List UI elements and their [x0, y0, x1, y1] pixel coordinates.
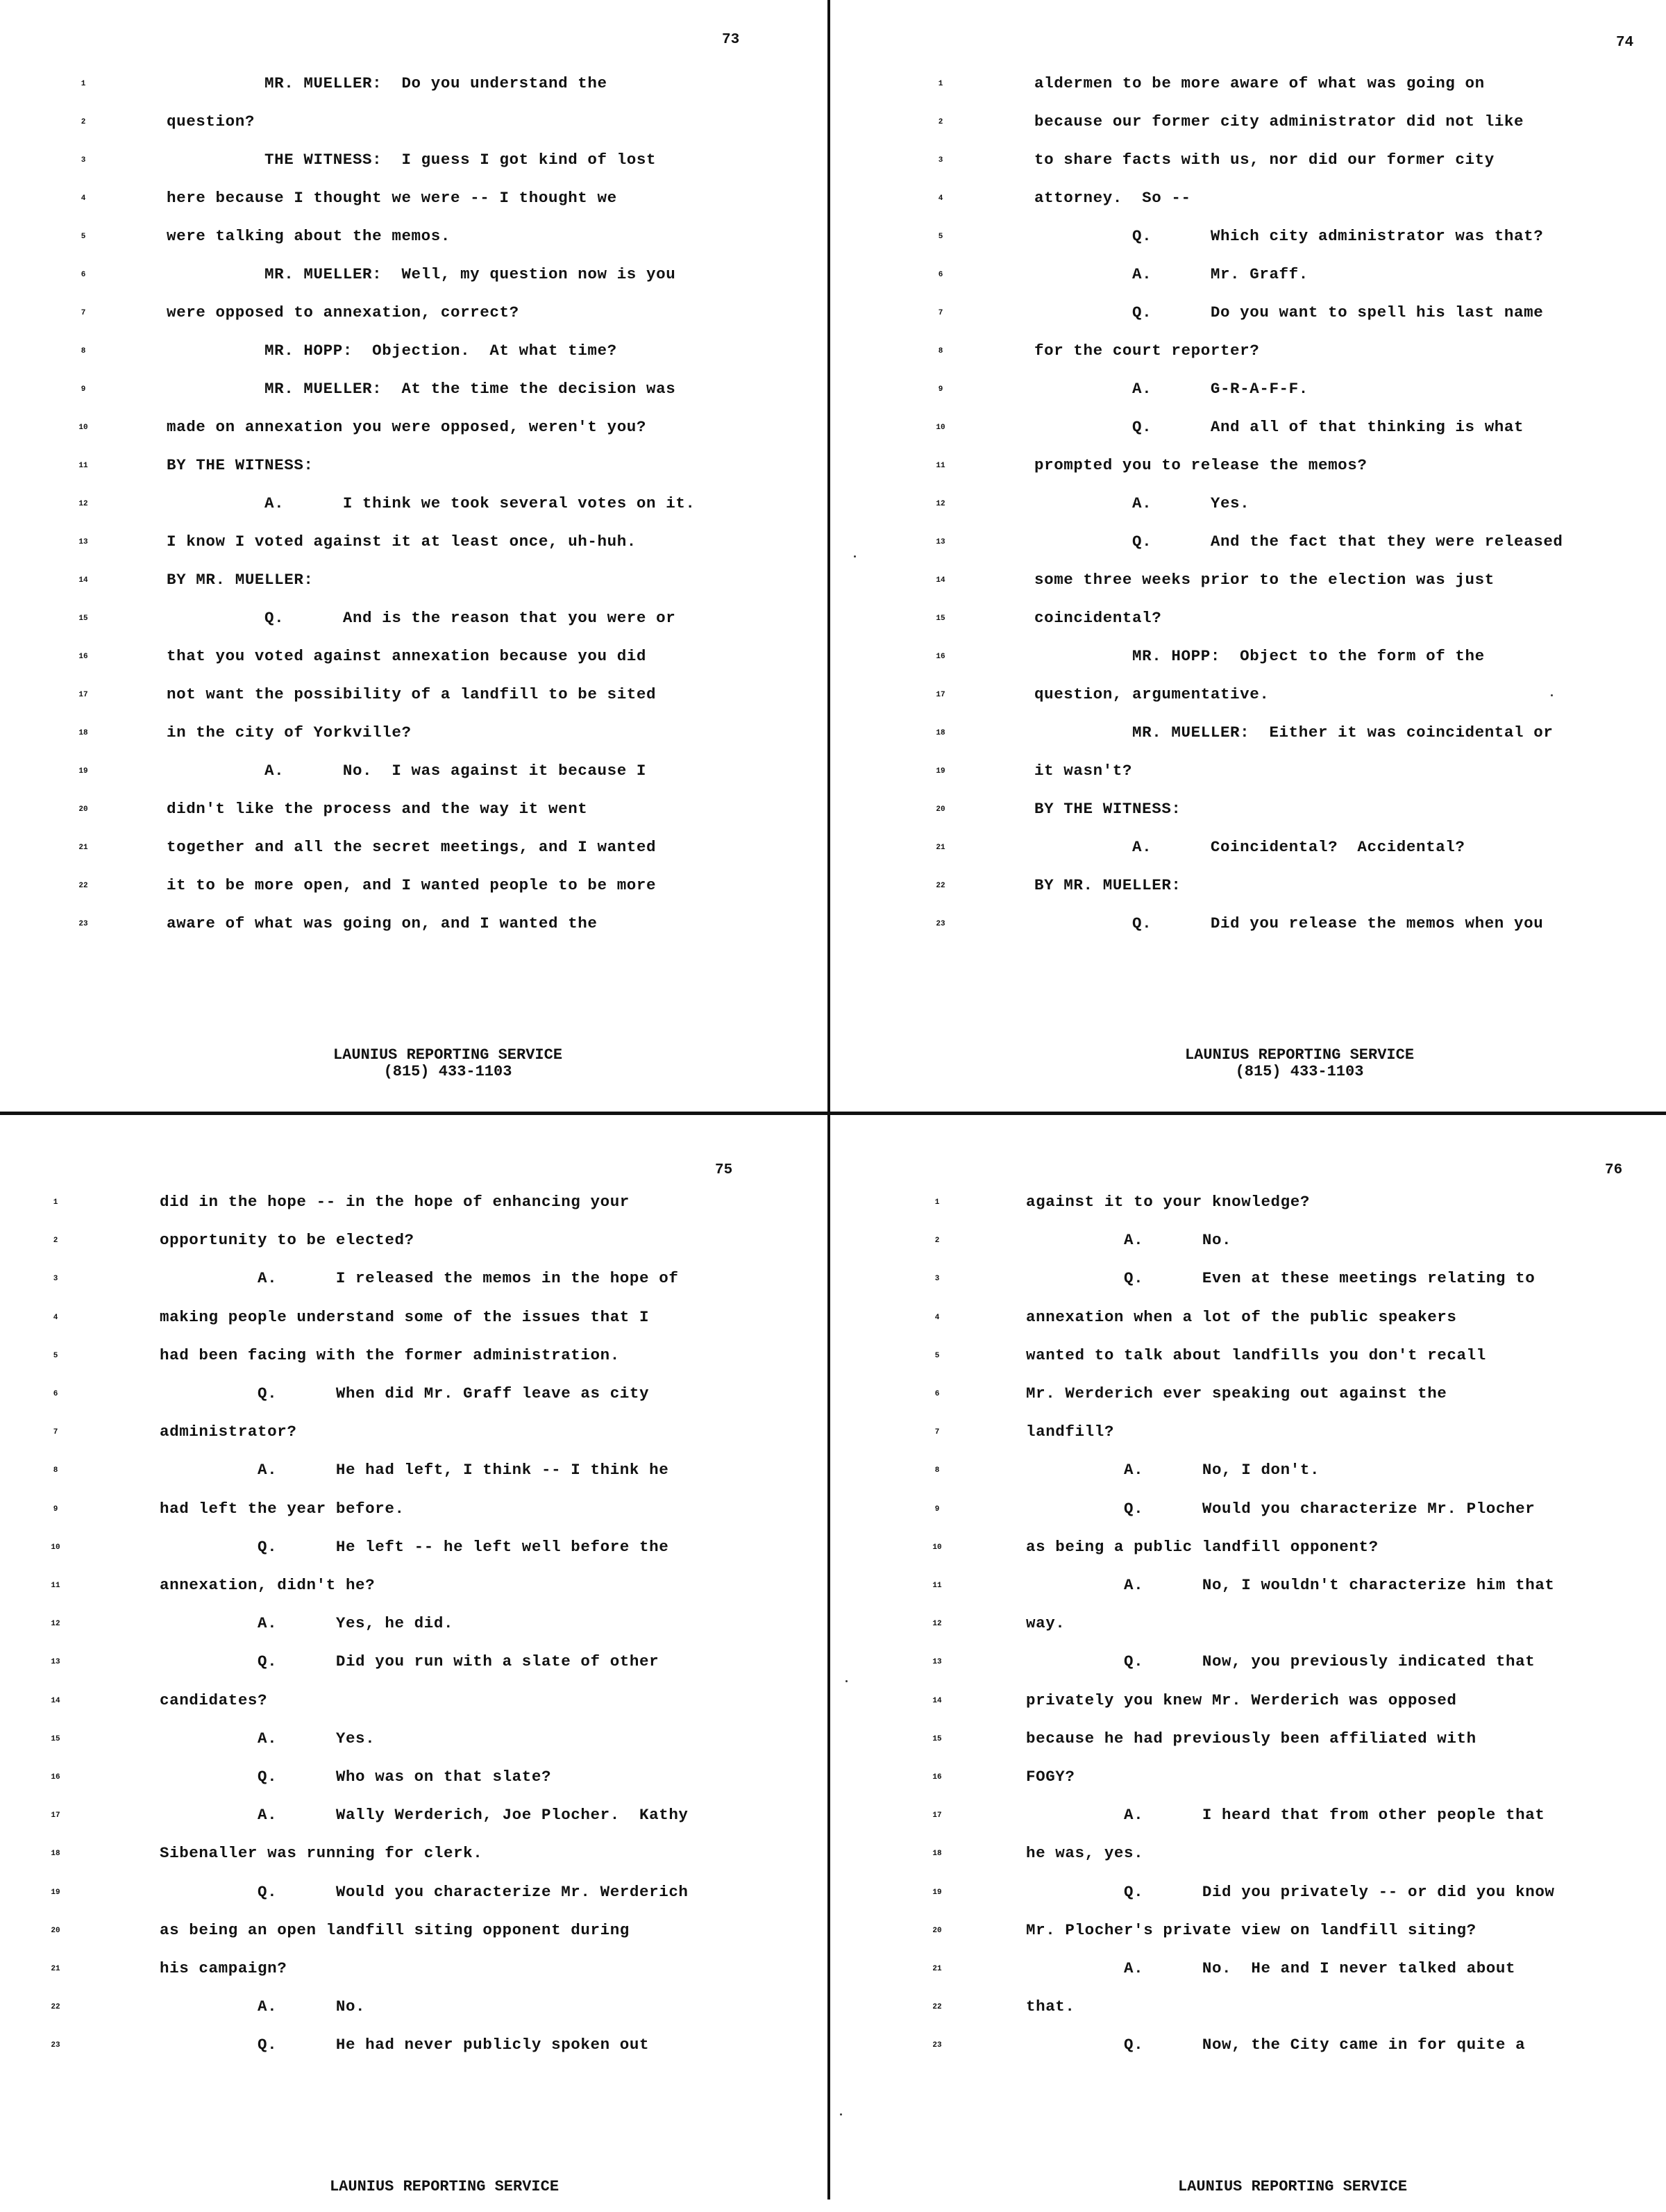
line-text: A. Yes.	[1034, 494, 1250, 512]
transcript-line	[0, 647, 826, 675]
line-number: 19	[78, 767, 88, 776]
line-text: were talking about the memos.	[167, 227, 451, 245]
line-number: 9	[938, 385, 943, 394]
transcript-line	[0, 1997, 826, 2025]
page-number: 74	[1616, 35, 1634, 51]
line-number: 6	[938, 271, 943, 279]
transcript-line	[0, 380, 826, 408]
line-number: 15	[51, 1734, 60, 1743]
line-text: that you voted against annexation because you did	[167, 647, 647, 665]
line-text: BY THE WITNESS:	[167, 456, 314, 474]
transcript-line	[833, 914, 1659, 942]
line-text: A. Mr. Graff.	[1034, 265, 1309, 283]
line-number: 14	[78, 576, 88, 585]
transcript-line	[833, 1384, 1659, 1412]
transcript-line	[833, 303, 1659, 331]
line-text: FOGY?	[1026, 1768, 1075, 1786]
line-number: 12	[51, 1620, 60, 1629]
transcript-line	[0, 1729, 826, 1757]
transcript-line	[0, 1500, 826, 1527]
line-text: Q. And the fact that they were released	[1034, 533, 1563, 551]
line-text: administrator?	[160, 1423, 297, 1441]
line-text: were opposed to annexation, correct?	[167, 303, 519, 321]
transcript-line	[833, 1308, 1659, 1336]
line-number: 7	[53, 1428, 58, 1437]
transcript-line	[0, 189, 826, 217]
line-text: did in the hope -- in the hope of enhancing your	[160, 1193, 630, 1211]
line-number: 21	[932, 1965, 942, 1973]
line-number: 17	[932, 1811, 942, 1820]
transcript-line	[833, 418, 1659, 446]
transcript-line	[833, 1691, 1659, 1719]
transcript-line	[833, 838, 1659, 866]
line-number: 15	[78, 614, 88, 623]
line-text: BY MR. MUELLER:	[167, 571, 314, 589]
line-text: because he had previously been affiliated with	[1026, 1729, 1476, 1748]
line-text: he was, yes.	[1026, 1844, 1144, 1863]
line-text: had been facing with the former administration.	[160, 1346, 620, 1364]
transcript-line	[0, 609, 826, 637]
transcript-line	[833, 494, 1659, 522]
line-text: A. No. He and I never talked about	[1026, 1959, 1516, 1977]
transcript-line	[0, 1883, 826, 1911]
line-number: 11	[51, 1582, 60, 1590]
line-number: 18	[936, 729, 945, 737]
line-number: 10	[51, 1543, 60, 1552]
line-text: didn't like the process and the way it went	[167, 800, 588, 818]
line-text: MR. HOPP: Object to the form of the	[1034, 647, 1485, 665]
line-number: 23	[936, 920, 945, 928]
line-text: as being a public landfill opponent?	[1026, 1537, 1379, 1556]
transcript-line	[0, 1614, 826, 1642]
transcript-line	[833, 1269, 1659, 1297]
transcript-line	[833, 1346, 1659, 1374]
line-number: 23	[78, 920, 88, 928]
page-footer	[1084, 2179, 1501, 2195]
line-number: 17	[936, 691, 945, 699]
line-number: 19	[51, 1888, 60, 1897]
line-text: THE WITNESS: I guess I got kind of lost	[167, 151, 657, 169]
transcript-line	[0, 265, 826, 293]
page-number: 76	[1605, 1162, 1623, 1178]
transcript-line	[833, 151, 1659, 178]
line-text: Q. When did Mr. Graff leave as city	[160, 1384, 650, 1402]
line-text: question, argumentative.	[1034, 685, 1270, 703]
line-number: 1	[81, 80, 86, 88]
page-number: 75	[715, 1162, 733, 1178]
line-number: 7	[934, 1428, 940, 1437]
line-text: privately you knew Mr. Werderich was opposed	[1026, 1691, 1457, 1709]
line-text: Q. And is the reason that you were or	[167, 609, 676, 627]
transcript-line	[0, 1959, 826, 1987]
line-text: A. Yes, he did.	[160, 1614, 454, 1633]
line-text: to share facts with us, nor did our former city	[1034, 151, 1495, 169]
line-number: 22	[936, 882, 945, 890]
line-number: 16	[51, 1773, 60, 1782]
line-number: 12	[936, 500, 945, 508]
line-number: 1	[934, 1198, 940, 1207]
transcript-line	[833, 1768, 1659, 1795]
line-number: 10	[932, 1543, 942, 1552]
line-text: A. Coincidental? Accidental?	[1034, 838, 1465, 856]
line-text: annexation when a lot of the public speakers	[1026, 1307, 1457, 1326]
transcript-line	[0, 1384, 826, 1412]
transcript-line	[833, 1231, 1659, 1259]
transcript-line	[0, 1844, 826, 1872]
transcript-line	[0, 1652, 826, 1680]
line-number: 11	[932, 1582, 942, 1590]
line-text: MR. MUELLER: Well, my question now is you	[167, 265, 676, 283]
transcript-line	[0, 1768, 826, 1795]
transcript-line	[0, 2036, 826, 2063]
transcript-line	[0, 1921, 826, 1949]
line-text: Q. Even at these meetings relating to	[1026, 1269, 1535, 1288]
transcript-line	[833, 1423, 1659, 1450]
page-footer	[236, 2179, 653, 2195]
footer-phone: (815) 433-1103	[383, 1063, 512, 1080]
line-number: 10	[78, 424, 88, 432]
line-text: MR. MUELLER: Either it was coincidental or	[1034, 723, 1554, 741]
line-number: 4	[938, 194, 943, 203]
transcript-line	[0, 800, 826, 828]
line-text: Q. Did you run with a slate of other	[160, 1652, 659, 1671]
transcript-line	[0, 227, 826, 255]
line-text: coincidental?	[1034, 609, 1162, 627]
line-number: 13	[78, 538, 88, 546]
line-number: 4	[53, 1313, 58, 1322]
transcript-line	[833, 456, 1659, 484]
line-number: 13	[932, 1658, 942, 1667]
transcript-line	[833, 1844, 1659, 1872]
transcript-line	[833, 227, 1659, 255]
transcript-line	[0, 914, 826, 942]
line-text: A. Wally Werderich, Joe Plocher. Kathy	[160, 1806, 689, 1825]
line-text: MR. MUELLER: At the time the decision was	[167, 380, 676, 398]
transcript-line	[0, 1308, 826, 1336]
line-text: MR. MUELLER: Do you understand the	[167, 74, 607, 92]
line-number: 9	[81, 385, 86, 394]
line-number: 2	[53, 1237, 58, 1246]
line-number: 6	[53, 1390, 58, 1398]
line-number: 20	[932, 1926, 942, 1935]
line-number: 8	[938, 347, 943, 355]
line-text: Q. Would you characterize Mr. Plocher	[1026, 1499, 1535, 1518]
footer-company: LAUNIUS REPORTING SERVICE	[329, 2178, 559, 2195]
line-number: 8	[81, 347, 86, 355]
transcript-line	[0, 494, 826, 522]
line-text: question?	[167, 112, 255, 131]
page-footer	[239, 1047, 656, 1080]
line-number: 18	[51, 1850, 60, 1859]
line-number: 16	[932, 1773, 942, 1782]
transcript-line	[833, 1500, 1659, 1527]
line-number: 4	[934, 1313, 940, 1322]
line-text: Q. Now, you previously indicated that	[1026, 1652, 1535, 1671]
transcript-line	[833, 800, 1659, 828]
vertical-page-divider	[827, 0, 830, 2200]
line-number: 5	[53, 1351, 58, 1360]
line-number: 20	[51, 1926, 60, 1935]
transcript-line	[833, 1883, 1659, 1911]
transcript-line	[833, 112, 1659, 140]
line-number: 16	[936, 653, 945, 661]
transcript-line	[833, 1806, 1659, 1834]
line-text: A. No, I don't.	[1026, 1461, 1320, 1480]
line-number: 23	[51, 2041, 60, 2050]
line-number: 5	[934, 1351, 940, 1360]
line-text: opportunity to be elected?	[160, 1231, 414, 1250]
line-text: attorney. So --	[1034, 189, 1191, 207]
line-text: landfill?	[1026, 1423, 1114, 1441]
line-text: Q. He left -- he left well before the	[160, 1537, 669, 1556]
transcript-line	[833, 380, 1659, 408]
line-text: it wasn't?	[1034, 762, 1133, 780]
transcript-line	[833, 74, 1659, 102]
transcript-page-76	[833, 1115, 1659, 2212]
transcript-line	[0, 876, 826, 904]
line-text: BY THE WITNESS:	[1034, 800, 1181, 818]
transcript-line	[0, 1576, 826, 1604]
transcript-line	[0, 74, 826, 102]
transcript-line	[0, 418, 826, 446]
line-number: 17	[78, 691, 88, 699]
line-number: 2	[81, 118, 86, 126]
line-number: 19	[936, 767, 945, 776]
line-number: 8	[53, 1466, 58, 1475]
transcript-line	[0, 1538, 826, 1566]
line-number: 23	[932, 2041, 942, 2050]
transcript-line	[833, 647, 1659, 675]
line-text: Q. Which city administrator was that?	[1034, 227, 1544, 245]
line-text: aldermen to be more aware of what was going on	[1034, 74, 1485, 92]
line-text: A. I released the memos in the hope of	[160, 1269, 679, 1288]
line-number: 12	[78, 500, 88, 508]
line-text: making people understand some of the issues that I	[160, 1307, 650, 1326]
transcript-line	[833, 1614, 1659, 1642]
line-number: 18	[932, 1850, 942, 1859]
line-number: 2	[934, 1237, 940, 1246]
scan-speck	[854, 555, 856, 558]
line-number: 22	[51, 2003, 60, 2012]
line-text: Mr. Werderich ever speaking out against the	[1026, 1384, 1447, 1402]
footer-phone: (815) 433-1103	[1235, 1063, 1364, 1080]
line-text: A. No.	[1026, 1231, 1232, 1250]
line-number: 21	[51, 1965, 60, 1973]
transcript-line	[0, 1691, 826, 1719]
line-number: 3	[934, 1275, 940, 1284]
line-number: 11	[78, 462, 88, 470]
line-text: as being an open landfill siting opponent during	[160, 1920, 630, 1939]
line-text: his campaign?	[160, 1959, 287, 1977]
line-number: 20	[78, 805, 88, 814]
line-text: in the city of Yorkville?	[167, 723, 412, 741]
transcript-line	[0, 1346, 826, 1374]
transcript-line	[0, 685, 826, 713]
line-text: wanted to talk about landfills you don't recall	[1026, 1346, 1486, 1364]
line-text: Sibenaller was running for clerk.	[160, 1844, 483, 1863]
line-number: 15	[936, 614, 945, 623]
line-text: A. Yes.	[160, 1729, 376, 1748]
line-text: A. No.	[160, 1997, 366, 2016]
transcript-line	[833, 1729, 1659, 1757]
transcript-line	[0, 838, 826, 866]
page-number: 73	[722, 32, 740, 48]
line-number: 12	[932, 1620, 942, 1629]
line-number: 15	[932, 1734, 942, 1743]
line-text: Q. Would you characterize Mr. Werderich	[160, 1882, 689, 1901]
line-text: Q. He had never publicly spoken out	[160, 2036, 650, 2054]
line-text: BY MR. MUELLER:	[1034, 876, 1181, 894]
line-number: 19	[932, 1888, 942, 1897]
line-text: not want the possibility of a landfill to be sited	[167, 685, 657, 703]
transcript-line	[0, 303, 826, 331]
transcript-line	[833, 1997, 1659, 2025]
scan-speck	[845, 1680, 848, 1682]
transcript-page-74	[833, 0, 1659, 1097]
transcript-line	[833, 189, 1659, 217]
line-text: Q. And all of that thinking is what	[1034, 418, 1524, 436]
line-number: 17	[51, 1811, 60, 1820]
transcript-line	[0, 112, 826, 140]
line-number: 4	[81, 194, 86, 203]
line-number: 10	[936, 424, 945, 432]
line-number: 20	[936, 805, 945, 814]
line-text: aware of what was going on, and I wanted the	[167, 914, 598, 932]
line-number: 14	[936, 576, 945, 585]
transcript-line	[0, 1269, 826, 1297]
line-number: 21	[936, 844, 945, 852]
line-text: annexation, didn't he?	[160, 1576, 376, 1594]
transcript-line	[833, 876, 1659, 904]
line-number: 7	[938, 309, 943, 317]
transcript-line	[833, 1652, 1659, 1680]
line-text: way.	[1026, 1614, 1066, 1633]
line-text: I know I voted against it at least once, uh-huh.	[167, 533, 637, 551]
line-number: 6	[934, 1390, 940, 1398]
line-number: 5	[938, 233, 943, 241]
line-text: A. I think we took several votes on it.	[167, 494, 696, 512]
transcript-line	[0, 1193, 826, 1221]
scan-speck	[840, 2113, 842, 2115]
line-text: made on annexation you were opposed, weren't you?	[167, 418, 647, 436]
line-number: 14	[51, 1696, 60, 1705]
line-number: 2	[938, 118, 943, 126]
line-text: had left the year before.	[160, 1499, 405, 1518]
line-number: 5	[81, 233, 86, 241]
line-number: 13	[936, 538, 945, 546]
line-text: A. No. I was against it because I	[167, 762, 647, 780]
transcript-line	[833, 1959, 1659, 1987]
line-text: A. He had left, I think -- I think he	[160, 1461, 669, 1480]
line-text: it to be more open, and I wanted people to be more	[167, 876, 657, 894]
line-number: 7	[81, 309, 86, 317]
footer-company: LAUNIUS REPORTING SERVICE	[1177, 2178, 1408, 2195]
transcript-line	[833, 342, 1659, 369]
transcript-line	[0, 342, 826, 369]
line-number: 8	[934, 1466, 940, 1475]
line-text: that.	[1026, 1997, 1075, 2016]
line-text: Q. Now, the City came in for quite a	[1026, 2036, 1526, 2054]
transcript-line	[0, 1461, 826, 1489]
line-number: 3	[53, 1275, 58, 1284]
line-text: MR. HOPP: Objection. At what time?	[167, 342, 617, 360]
transcript-line	[833, 609, 1659, 637]
transcript-line	[833, 1576, 1659, 1604]
line-text: against it to your knowledge?	[1026, 1193, 1310, 1211]
line-text: Q. Do you want to spell his last name	[1034, 303, 1544, 321]
transcript-line	[833, 762, 1659, 789]
line-number: 9	[934, 1505, 940, 1514]
line-text: A. G-R-A-F-F.	[1034, 380, 1309, 398]
transcript-line	[0, 456, 826, 484]
footer-company: LAUNIUS REPORTING SERVICE	[1184, 1046, 1415, 1064]
transcript-line	[833, 1921, 1659, 1949]
transcript-line	[833, 2036, 1659, 2063]
line-text: for the court reporter?	[1034, 342, 1260, 360]
transcript-line	[833, 571, 1659, 598]
transcript-page-75	[0, 1115, 826, 2212]
transcript-line	[0, 1423, 826, 1450]
line-number: 1	[938, 80, 943, 88]
line-text: some three weeks prior to the election was just	[1034, 571, 1495, 589]
transcript-line	[0, 151, 826, 178]
line-text: because our former city administrator did not like	[1034, 112, 1524, 131]
transcript-line	[0, 533, 826, 560]
line-number: 6	[81, 271, 86, 279]
transcript-page-73	[0, 0, 826, 1097]
line-number: 21	[78, 844, 88, 852]
transcript-line	[833, 1538, 1659, 1566]
line-text: together and all the secret meetings, and I wanted	[167, 838, 657, 856]
scan-speck	[1551, 694, 1553, 696]
transcript-line	[833, 685, 1659, 713]
line-number: 9	[53, 1505, 58, 1514]
line-number: 1	[53, 1198, 58, 1207]
line-text: here because I thought we were -- I thought we	[167, 189, 617, 207]
transcript-line	[833, 533, 1659, 560]
footer-company: LAUNIUS REPORTING SERVICE	[333, 1046, 563, 1064]
transcript-line	[0, 571, 826, 598]
line-number: 11	[936, 462, 945, 470]
transcript-line	[833, 265, 1659, 293]
transcript-line	[0, 723, 826, 751]
line-text: Q. Who was on that slate?	[160, 1768, 552, 1786]
transcript-line	[833, 1193, 1659, 1221]
line-text: candidates?	[160, 1691, 268, 1709]
line-text: A. I heard that from other people that	[1026, 1806, 1545, 1825]
line-number: 16	[78, 653, 88, 661]
transcript-line	[833, 1461, 1659, 1489]
line-number: 3	[938, 156, 943, 165]
line-text: Q. Did you release the memos when you	[1034, 914, 1544, 932]
line-number: 13	[51, 1658, 60, 1667]
line-number: 22	[78, 882, 88, 890]
transcript-line	[0, 1231, 826, 1259]
line-text: A. No, I wouldn't characterize him that	[1026, 1576, 1555, 1594]
line-number: 14	[932, 1696, 942, 1705]
transcript-line	[0, 762, 826, 789]
line-number: 3	[81, 156, 86, 165]
line-text: prompted you to release the memos?	[1034, 456, 1368, 474]
transcript-line	[0, 1806, 826, 1834]
transcript-line	[833, 723, 1659, 751]
page-footer	[1091, 1047, 1508, 1080]
line-number: 18	[78, 729, 88, 737]
line-number: 22	[932, 2003, 942, 2012]
line-text: Q. Did you privately -- or did you know	[1026, 1882, 1555, 1901]
line-text: Mr. Plocher's private view on landfill siting?	[1026, 1920, 1476, 1939]
